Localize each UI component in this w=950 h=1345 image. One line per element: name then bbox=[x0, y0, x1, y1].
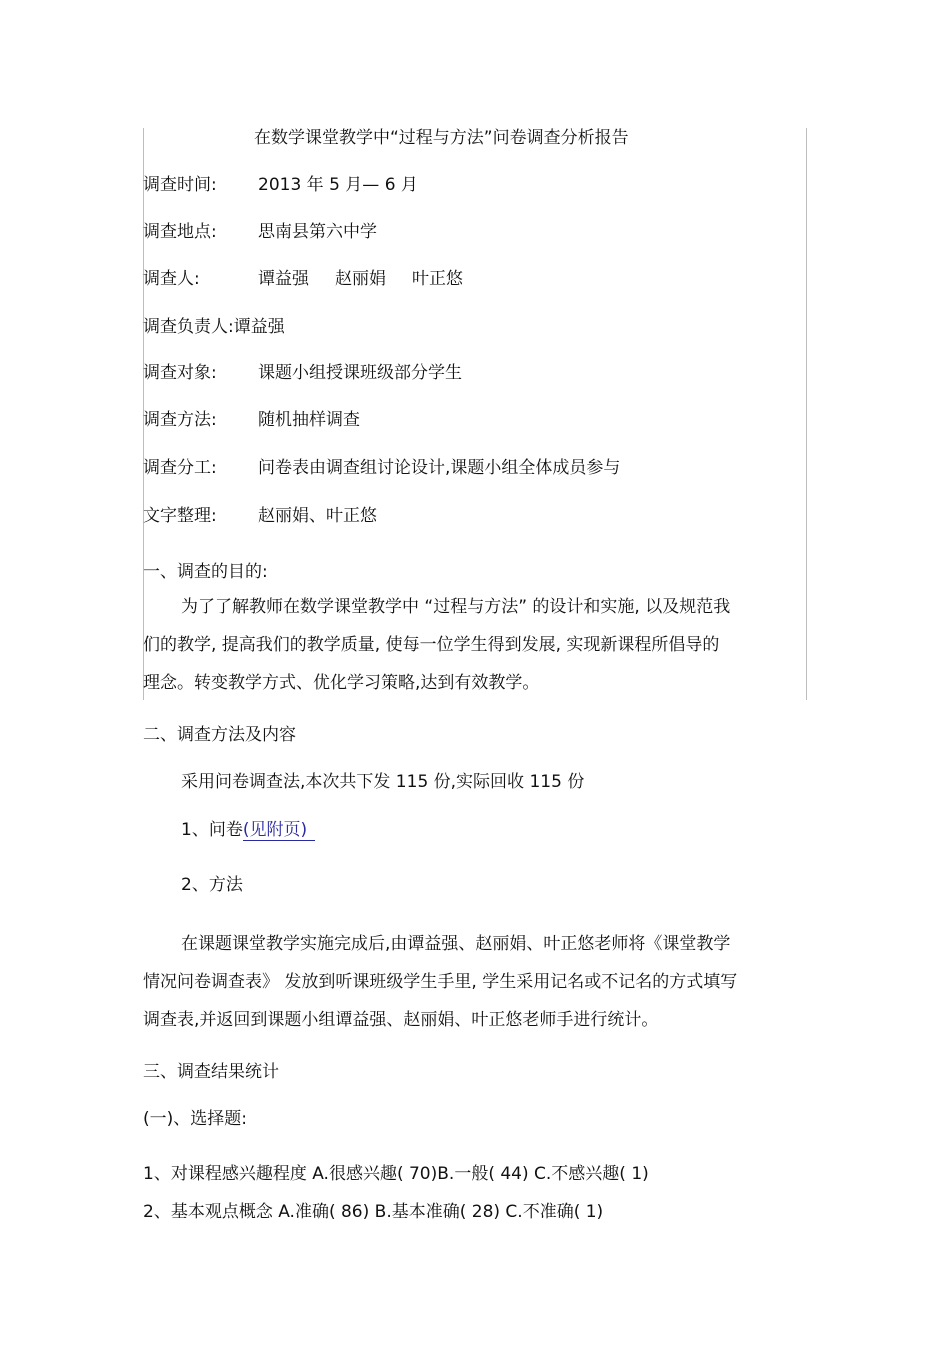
section2-paragraph-line: 在课题课堂教学实施完成后,由谭益强、赵丽娟、叶正悠老师将《课堂教学 bbox=[181, 934, 731, 954]
investigator-name: 谭益强 bbox=[258, 269, 309, 289]
info-label: 文字整理: bbox=[143, 506, 217, 526]
info-label: 调查地点: bbox=[143, 222, 217, 242]
info-value: 问卷表由调查组讨论设计,课题小组全体成员参与 bbox=[258, 458, 621, 478]
info-label: 调查时间: bbox=[143, 175, 217, 195]
info-value: 思南县第六中学 bbox=[258, 222, 377, 242]
section2-paragraph-line: 情况问卷调查表》 发放到听课班级学生手里, 学生采用记名或不记名的方式填写 bbox=[143, 972, 738, 992]
info-label: 调查人: bbox=[143, 269, 200, 289]
info-row-time bbox=[143, 174, 418, 196]
info-label: 调查负责人: bbox=[143, 317, 234, 337]
info-row-subjects bbox=[143, 362, 462, 384]
section1-paragraph-line: 为了了解教师在数学课堂教学中 “过程与方法” 的设计和实施, 以及规范我 bbox=[181, 597, 731, 617]
questionnaire-label: 1、问卷 bbox=[181, 820, 243, 840]
section1-paragraph-line: 们的教学, 提高我们的教学质量, 使每一位学生得到发展, 实现新课程所倡导的 bbox=[143, 635, 720, 655]
info-value: 赵丽娟、叶正悠 bbox=[258, 506, 377, 526]
section3-heading: 三、调查结果统计 bbox=[143, 1062, 279, 1082]
question-line: 1、对课程感兴趣程度 A.很感兴趣( 70)B.一般( 44) C.不感兴趣( 1) bbox=[143, 1164, 649, 1184]
info-row-lead bbox=[143, 316, 285, 338]
section1-heading: 一、调查的目的: bbox=[143, 562, 268, 582]
info-row-method bbox=[143, 409, 360, 431]
question-line: 2、基本观点概念 A.准确( 86) B.基本准确( 28) C.不准确( 1) bbox=[143, 1202, 604, 1222]
info-label: 调查方法: bbox=[143, 410, 217, 430]
section1-paragraph-line: 理念。转变教学方式、优化学习策略,达到有效教学。 bbox=[143, 673, 540, 693]
section2-heading: 二、调查方法及内容 bbox=[143, 725, 296, 745]
investigator-name: 赵丽娟 bbox=[335, 269, 386, 289]
info-label: 调查对象: bbox=[143, 363, 217, 383]
info-row-place bbox=[143, 221, 377, 243]
info-value: 谭益强 bbox=[233, 317, 285, 337]
appendix-link[interactable]: (见附页) bbox=[243, 820, 315, 841]
info-value: 随机抽样调查 bbox=[258, 410, 360, 430]
section3-subheading: (一)、选择题: bbox=[143, 1109, 247, 1129]
investigator-name: 叶正悠 bbox=[412, 269, 463, 289]
document-title: 在数学课堂教学中“过程与方法”问卷调查分析报告 bbox=[254, 128, 629, 148]
info-row-division bbox=[143, 457, 620, 479]
info-row-investigators bbox=[143, 268, 463, 290]
right-margin-rule bbox=[806, 128, 807, 700]
section2-paragraph-line: 调查表,并返回到课题小组谭益强、赵丽娟、叶正悠老师手进行统计。 bbox=[143, 1010, 659, 1030]
method-item: 2、方法 bbox=[181, 875, 243, 895]
section2-intro: 采用问卷调查法,本次共下发 115 份,实际回收 115 份 bbox=[181, 772, 585, 792]
questionnaire-item bbox=[181, 819, 315, 841]
info-label: 调查分工: bbox=[143, 458, 217, 478]
info-value: 2013 年 5 月— 6 月 bbox=[258, 175, 418, 195]
info-value: 课题小组授课班级部分学生 bbox=[258, 363, 462, 383]
info-row-editor bbox=[143, 505, 377, 527]
